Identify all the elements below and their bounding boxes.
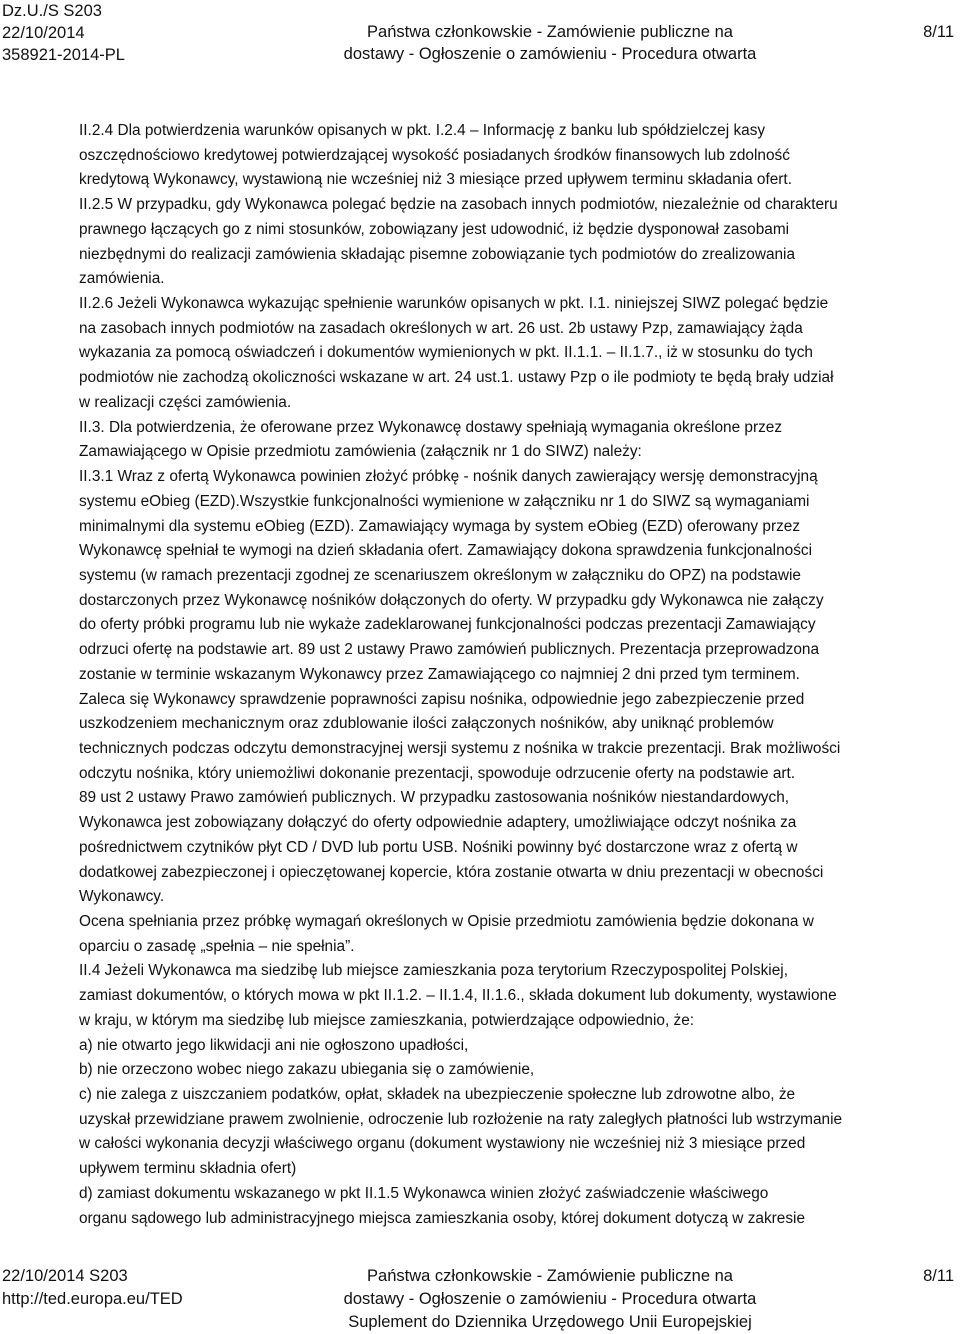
body-text-line: na zasobach innych podmiotów na zasadach określonych w art. 26 ust. 2b ustawy Pzp, zamawiający żąda	[79, 319, 803, 337]
footer-title	[300, 1265, 800, 1334]
body-text-line: uszkodzeniem mechanicznym oraz zdublowanie ilości załączonych nośników, aby uniknąć problemów	[79, 715, 774, 733]
body-text-line: kredytową Wykonawcy, wystawioną nie wcześniej niż 3 miesiące przed upływem terminu składania ofert.	[79, 171, 792, 189]
body-text-line: Zamawiającego w Opisie przedmiotu zamówienia (załącznik nr 1 do SIWZ) należy:	[79, 443, 642, 461]
header-title-line: dostawy - Ogłoszenie o zamówieniu - Procedura otwarta	[343, 45, 757, 63]
body-text-line: oparciu o zasadę „spełnia – nie spełnia”.	[79, 937, 355, 955]
header-page-number: 8/11	[923, 23, 954, 41]
footer-meta-line: 22/10/2014 S203	[2, 1267, 128, 1285]
body-text-line: Wykonawcę spełniał te wymogi na dzień składania ofert. Zamawiający dokona sprawdzenia funkcjonalności	[79, 542, 813, 560]
body-text-line: II.3. Dla potwierdzenia, że oferowane przez Wykonawcę dostawy spełniają wymagania określone przez	[79, 418, 783, 436]
header-title	[300, 21, 800, 65]
body-text-line: wykazania za pomocą oświadczeń i dokumentów wymienionych w pkt. II.1.1. – II.1.7., iż w stosunku do tych	[79, 344, 813, 362]
header-meta-line: 358921-2014-PL	[2, 46, 125, 64]
body-text-line: w kraju, w którym ma siedzibę lub miejsce zamieszkania, potwierdzające odpowiednio, że:	[79, 1011, 695, 1029]
body-text-line: systemu eObieg (EZD).Wszystkie funkcjonalności wymienione w załączniku nr 1 do SIWZ są wymaganiami	[79, 492, 810, 510]
body-text-line: 89 ust 2 ustawy Prawo zamówień publicznych. W przypadku zastosowania nośników niestandardowych,	[79, 789, 790, 807]
body-text-line: Wykonawca jest zobowiązany dołączyć do oferty odpowiednie adaptery, umożliwiające odczyt nośnika za	[79, 814, 797, 832]
body-text-line: podmiotów nie zachodzą okoliczności wskazane w art. 24 ust.1. ustawy Pzp o ile podmioty te będą brały udział	[79, 369, 834, 387]
body-text-line: d) zamiast dokumentu wskazanego w pkt II.1.5 Wykonawca winien złożyć zaświadczenie właściwego	[79, 1184, 769, 1202]
body-text-line: prawnego łączących go z nimi stosunków, zobowiązany jest udowodnić, iż będzie dysponował zasobami	[79, 220, 790, 238]
footer-meta	[2, 1265, 183, 1311]
header-title-line: Państwa członkowskie - Zamówienie publiczne na	[367, 23, 733, 41]
footer-title-line: Państwa członkowskie - Zamówienie publiczne na	[367, 1267, 733, 1285]
body-text-line: zostanie w terminie wskazanym Wykonawcy przez Zamawiającego co najmniej 2 dni przed tym terminem.	[79, 665, 800, 683]
body-text-line: w całości wykonania decyzji właściwego organu (dokument wystawiony nie wcześniej niż 3 miesiące przed	[79, 1135, 806, 1153]
body-text-line: technicznych podczas odczytu demonstracyjnej wersji systemu z nośnika w trakcie prezentacji. Brak możliwości	[79, 739, 841, 757]
footer-meta-line: http://ted.europa.eu/TED	[2, 1290, 183, 1308]
body-text-line: niezbędnymi do realizacji zamówienia składając pisemne zobowiązanie tych podmiotów do zrealizowania	[79, 245, 796, 263]
body-text-line: a) nie otwarto jego likwidacji ani nie ogłoszono upadłości,	[79, 1036, 469, 1054]
body-text-line: zamiast dokumentów, o których mowa w pkt II.1.2. – II.1.4, II.1.6., składa dokument lub dokumenty, wystawione	[79, 987, 837, 1005]
body-text-line: II.2.6 Jeżeli Wykonawca wykazując spełnienie warunków opisanych w pkt. I.1. niniejszej SIWZ polegać będzie	[79, 295, 829, 313]
body-text-line: pośrednictwem czytników płyt CD / DVD lub portu USB. Nośniki powinny być dostarczone wraz z ofertą w	[79, 838, 798, 856]
body-text-line: dostarczonych przez Wykonawcę nośników dołączonych do oferty. W przypadku gdy Wykonawca nie załączy	[79, 591, 824, 609]
footer-title-line: dostawy - Ogłoszenie o zamówieniu - Procedura otwarta	[343, 1290, 757, 1308]
body-text-line: odczytu nośnika, który uniemożliwi dokonanie prezentacji, spowoduje odrzucenie oferty na podstawie art.	[79, 764, 796, 782]
body-text-line: II.2.5 W przypadku, gdy Wykonawca polegać będzie na zasobach innych podmiotów, niezależnie od charakteru	[79, 196, 838, 214]
body-text-line: minimalnymi dla systemu eObieg (EZD). Zamawiający wymaga by system eObieg (EZD) oferowany przez	[79, 517, 801, 535]
body-text-line: do oferty próbki programu lub nie wykaże zadeklarowanej funkcjonalności podczas prezentacji Zamawiający	[79, 616, 816, 634]
body-text-line: II.3.1 Wraz z ofertą Wykonawca powinien złożyć próbkę - nośnik danych zawierający wersję demonstracyjną	[79, 468, 818, 486]
body-text-line: II.2.4 Dla potwierdzenia warunków opisanych w pkt. I.2.4 – Informację z banku lub spółdzielczej kasy	[79, 122, 766, 139]
document-body	[79, 119, 934, 1231]
header-meta-line: 22/10/2014	[2, 24, 85, 42]
footer-page-number: 8/11	[923, 1267, 954, 1285]
body-text-line: uzyskał przewidziane prawem zwolnienie, odroczenie lub rozłożenie na raty zaległych płatności lub wstrzymanie	[79, 1110, 843, 1128]
body-text-line: Ocena spełniania przez próbkę wymagań określonych w Opisie przedmiotu zamówienia będzie dokonana w	[79, 913, 814, 930]
body-text-line: c) nie zalega z uiszczaniem podatków, opłat, składek na ubezpieczenie społeczne lub zdrowotne albo, że	[79, 1086, 796, 1104]
body-text-line: II.4 Jeżeli Wykonawca ma siedzibę lub miejsce zamieszkania poza terytorium Rzeczypospolitej Polskiej,	[79, 962, 788, 980]
header-meta-line: Dz.U./S S203	[2, 2, 102, 20]
body-text-line: zamówienia.	[79, 270, 165, 288]
footer-title-line: Suplement do Dziennika Urzędowego Unii Europejskiej	[348, 1313, 752, 1331]
body-text-line: systemu (w ramach prezentacji zgodnej ze scenariuszem określonym w załączniku do OPZ) na podstawie	[79, 566, 801, 584]
body-text-line: organu sądowego lub administracyjnego miejsca zamieszkania osoby, której dokument dotyczą w zakresie	[79, 1209, 806, 1227]
body-text-line: b) nie orzeczono wobec niego zakazu ubiegania się o zamówienie,	[79, 1061, 535, 1079]
body-text-line: Wykonawcy.	[79, 888, 165, 906]
body-text-line: oszczędnościowo kredytowej potwierdzającej wysokość posiadanych środków finansowych lub zdolność	[79, 146, 790, 164]
body-text-line: w realizacji części zamówienia.	[79, 393, 292, 411]
body-text-line: Zaleca się Wykonawcy sprawdzenie poprawności zapisu nośnika, odpowiednie jego zabezpieczenie przed	[79, 690, 805, 708]
body-text-line: upływem terminu składnia ofert)	[79, 1160, 297, 1178]
body-text-line: odrzuci ofertę na podstawie art. 89 ust 2 ustawy Prawo zamówień publicznych. Prezentacja przeprowadzona	[79, 641, 819, 659]
body-text-line: dodatkowej zabezpieczonej i opieczętowanej kopercie, która zostanie otwarta w dniu prezentacji w obecności	[79, 863, 824, 881]
header-meta	[2, 0, 125, 66]
